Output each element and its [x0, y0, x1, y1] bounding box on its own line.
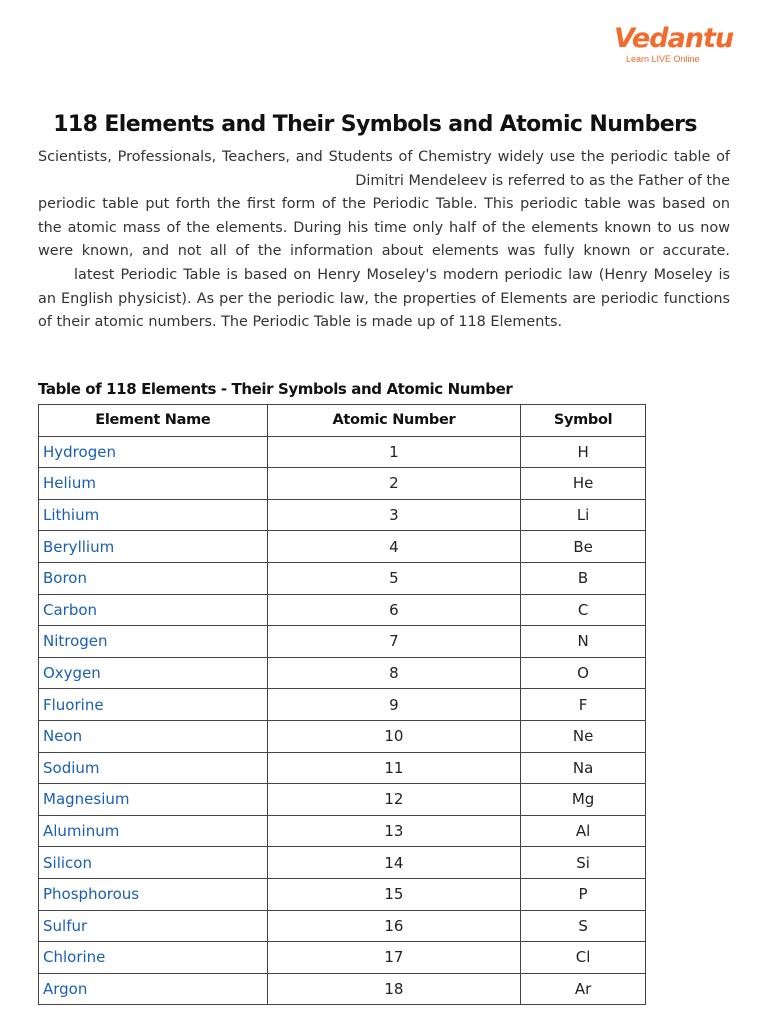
element-name-link[interactable]: Nitrogen — [39, 626, 268, 658]
elements-table — [38, 404, 646, 1005]
symbol-cell: C — [521, 594, 646, 626]
element-name-link[interactable]: Oxygen — [39, 657, 268, 689]
atomic-number-cell: 9 — [267, 689, 521, 721]
atomic-number-cell: 5 — [267, 562, 521, 594]
intro-line: were known, and not all of the information about elements was fully known or accurate. — [38, 243, 730, 260]
symbol-cell: F — [521, 689, 646, 721]
table-row — [39, 720, 646, 752]
symbol-cell: Ar — [521, 973, 646, 1005]
intro-line: latest Periodic Table is based on Henry Moseley's modern periodic law (Henry Moseley is — [74, 266, 730, 283]
atomic-number-cell: 7 — [267, 626, 521, 658]
atomic-number-cell: 17 — [267, 942, 521, 974]
table-row — [39, 752, 646, 784]
element-name-link[interactable]: Chlorine — [39, 942, 268, 974]
header-element-name: Element Name — [39, 405, 268, 437]
element-name-link[interactable]: Magnesium — [39, 784, 268, 816]
table-row — [39, 562, 646, 594]
atomic-number-cell: 8 — [267, 657, 521, 689]
symbol-cell: Cl — [521, 942, 646, 974]
element-name-link[interactable]: Sodium — [39, 752, 268, 784]
atomic-number-cell: 6 — [267, 594, 521, 626]
element-name-link[interactable]: Helium — [39, 468, 268, 500]
symbol-cell: O — [521, 657, 646, 689]
symbol-cell: B — [521, 562, 646, 594]
intro-line: the atomic mass of the elements. During his time only half of the elements known to us now — [38, 219, 730, 236]
symbol-cell: Li — [521, 499, 646, 531]
symbol-cell: P — [521, 878, 646, 910]
table-row — [39, 815, 646, 847]
symbol-cell: Mg — [521, 784, 646, 816]
element-name-link[interactable]: Fluorine — [39, 689, 268, 721]
table-row — [39, 468, 646, 500]
atomic-number-cell: 14 — [267, 847, 521, 879]
element-name-link[interactable]: Lithium — [39, 499, 268, 531]
symbol-cell: H — [521, 436, 646, 468]
table-row — [39, 973, 646, 1005]
element-name-link[interactable]: Phosphorous — [39, 878, 268, 910]
element-name-link[interactable]: Hydrogen — [39, 436, 268, 468]
table-row — [39, 689, 646, 721]
table-row — [39, 657, 646, 689]
table-caption: Table of 118 Elements - Their Symbols and Atomic Number — [38, 380, 513, 398]
element-name-link[interactable]: Silicon — [39, 847, 268, 879]
symbol-cell: Na — [521, 752, 646, 784]
atomic-number-cell: 12 — [267, 784, 521, 816]
element-name-link[interactable]: Neon — [39, 720, 268, 752]
atomic-number-cell: 11 — [267, 752, 521, 784]
table-row — [39, 942, 646, 974]
table-row — [39, 784, 646, 816]
header-atomic-number: Atomic Number — [267, 405, 521, 437]
element-name-link[interactable]: Boron — [39, 562, 268, 594]
symbol-cell: Ne — [521, 720, 646, 752]
element-name-link[interactable]: Argon — [39, 973, 268, 1005]
intro-line: periodic table put forth the first form of the Periodic Table. This periodic table was based on — [38, 196, 730, 213]
table-header-row — [39, 405, 646, 437]
intro-paragraph — [38, 146, 730, 335]
table-row — [39, 878, 646, 910]
element-name-link[interactable]: Beryllium — [39, 531, 268, 563]
atomic-number-cell: 18 — [267, 973, 521, 1005]
atomic-number-cell: 16 — [267, 910, 521, 942]
atomic-number-cell: 3 — [267, 499, 521, 531]
symbol-cell: N — [521, 626, 646, 658]
symbol-cell: Be — [521, 531, 646, 563]
symbol-cell: Al — [521, 815, 646, 847]
table-row — [39, 594, 646, 626]
logo-tagline: Learn LIVE Online — [626, 54, 700, 64]
vedantu-logo — [614, 22, 734, 74]
page-title: 118 Elements and Their Symbols and Atomic Numbers — [53, 112, 697, 137]
atomic-number-cell: 13 — [267, 815, 521, 847]
table-row — [39, 910, 646, 942]
table-row — [39, 626, 646, 658]
table-row — [39, 436, 646, 468]
intro-line: Dimitri Mendeleev is referred to as the Father of the — [355, 172, 730, 189]
atomic-number-cell: 1 — [267, 436, 521, 468]
logo-wordmark: Vedantu — [614, 23, 734, 54]
header-symbol: Symbol — [521, 405, 646, 437]
symbol-cell: He — [521, 468, 646, 500]
atomic-number-cell: 4 — [267, 531, 521, 563]
atomic-number-cell: 15 — [267, 878, 521, 910]
intro-line: an English physicist). As per the periodic law, the properties of Elements are periodic functions — [38, 290, 730, 307]
element-name-link[interactable]: Carbon — [39, 594, 268, 626]
atomic-number-cell: 2 — [267, 468, 521, 500]
element-name-link[interactable]: Aluminum — [39, 815, 268, 847]
element-name-link[interactable]: Sulfur — [39, 910, 268, 942]
table-row — [39, 847, 646, 879]
intro-line: of their atomic numbers. The Periodic Table is made up of 118 Elements. — [38, 314, 563, 331]
table-row — [39, 531, 646, 563]
symbol-cell: S — [521, 910, 646, 942]
intro-line: Scientists, Professionals, Teachers, and Students of Chemistry widely use the periodic table of — [38, 149, 730, 165]
table-row — [39, 499, 646, 531]
symbol-cell: Si — [521, 847, 646, 879]
atomic-number-cell: 10 — [267, 720, 521, 752]
